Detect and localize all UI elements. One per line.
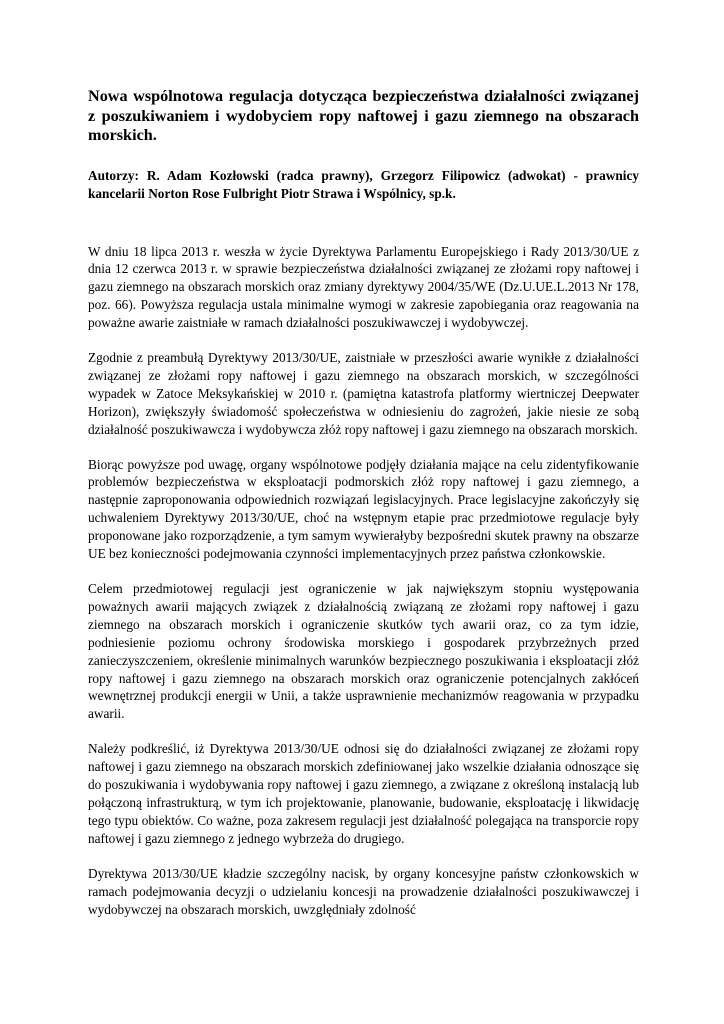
body-paragraph: W dniu 18 lipca 2013 r. weszła w życie Dyrektywa Parlamentu Europejskiego i Rady 2013/30/UE z dnia 12 czerwca 2013 r. w sprawie bezpieczeństwa działalności związanej ze złożami ropy naftowej i gazu ziemnego na obszarach morskich oraz zmiany dyrektywy 2004/35/WE (Dz.U.UE.L.2013 Nr 178, poz. 66). Powyższa regulacja ustala minimalne wymogi w zakresie zapobiegania oraz reagowania na poważne awarie zaistniałe w ramach działalności poszukiwawczej i wydobywczej. bbox=[88, 243, 639, 331]
body-paragraph: Celem przedmiotowej regulacji jest ograniczenie w jak największym stopniu występowania poważnych awarii mających związek z działalnością związaną ze złożami ropy naftowej i gazu ziemnego na obszarach morskich i ograniczenie skutków tych awarii oraz, co za tym idzie, podniesienie poziomu ochrony środowiska morskiego i gospodarek przybrzeżnych przed zanieczyszczeniem, określenie minimalnych warunków bezpiecznego poszukiwania i eksploatacji złóż ropy naftowej i gazu ziemnego na obszarach morskich oraz ograniczenie potencjalnych zakłóceń wewnętrznej produkcji energii w Unii, a także usprawnienie mechanizmów reagowania w przypadku awarii. bbox=[88, 581, 639, 722]
document-authors: Autorzy: R. Adam Kozłowski (radca prawny), Grzegorz Filipowicz (adwokat) - prawnicy kancelarii Norton Rose Fulbright Piotr Strawa i Wspólnicy, sp.k. bbox=[88, 167, 639, 201]
document-title: Nowa wspólnotowa regulacja dotycząca bezpieczeństwa działalności związanej z poszukiwaniem i wydobyciem ropy naftowej i gazu ziemnego na obszarach morskich. bbox=[88, 87, 639, 144]
document-body bbox=[88, 243, 639, 919]
body-paragraph: Dyrektywa 2013/30/UE kładzie szczególny nacisk, by organy koncesyjne państw członkowskich w ramach podejmowania decyzji o udzielaniu koncesji na prowadzenie działalności poszukiwawczej i wydobywczej na obszarach morskich, uwzględniały zdolność bbox=[88, 865, 639, 917]
document-content bbox=[88, 87, 639, 935]
body-paragraph: Zgodnie z preambułą Dyrektywy 2013/30/UE, zaistniałe w przeszłości awarie wynikłe z działalności związanej ze złożami ropy naftowej i gazu ziemnego na obszarach morskich, w szczególności wypadek w Zatoce Meksykańskiej w 2010 r. (pamiętna katastrofa platformy wiertniczej Deepwater Horizon), zwiększyły świadomość społeczeństwa w odniesieniu do zagrożeń, jakie niesie ze sobą działalność poszukiwawcza i wydobywcza złóż ropy naftowej i gazu ziemnego na obszarach morskich. bbox=[88, 350, 639, 437]
body-paragraph: Należy podkreślić, iż Dyrektywa 2013/30/UE odnosi się do działalności związanej ze złożami ropy naftowej i gazu ziemnego na obszarach morskich zdefiniowanej jako wszelkie działania odnoszące się do poszukiwania i wydobywania ropy naftowej i gazu ziemnego, a związane z określoną instalacją lub połączoną infrastrukturą, w tym ich projektowanie, planowanie, budowanie, eksploatację i likwidację tego typu obiektów. Co ważne, poza zakresem regulacji jest działalność polegająca na transporcie ropy naftowej i gazu ziemnego z jednego wybrzeża do drugiego. bbox=[88, 741, 639, 846]
body-paragraph: Biorąc powyższe pod uwagę, organy wspólnotowe podjęły działania mające na celu zidentyfikowanie problemów bezpieczeństwa w eksploatacji podmorskich złóż ropy naftowej i gazu ziemnego, a następnie zaproponowania odpowiednich rozwiązań legislacyjnych. Prace legislacyjne zakończyły się uchwaleniem Dyrektywy 2013/30/UE, choć na wstępnym etapie prac przedmiotowe regulacje były proponowane jako rozporządzenie, a tym samym wywierałyby bezpośredni skutek prawny na obszarze UE bez konieczności podejmowania czynności implementacyjnych przez państwa członkowskie. bbox=[88, 456, 639, 562]
